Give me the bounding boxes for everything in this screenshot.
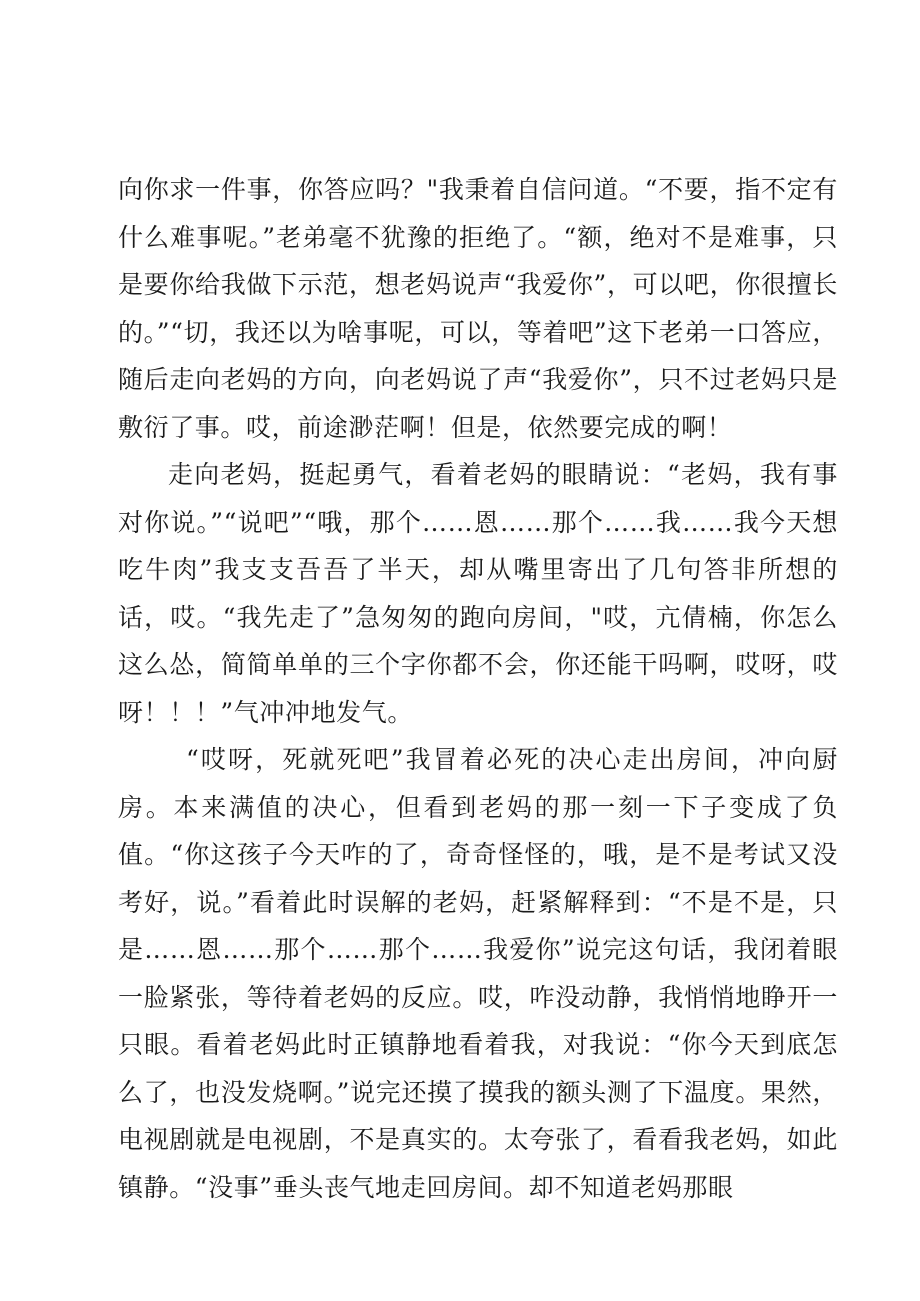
paragraph-1: 向你求一件事，你答应吗？"我秉着自信问道。“不要，指不定有什么难事呢。”老弟毫不犹豫的拒绝了。“额，绝对不是难事，只是要你给我做下示范，想老妈说声“我爱你”，可以吧，你很擅长的。”“切，我还以为啥事呢，可以，等着吧”这下老弟一口答应，随后走向老妈的方向，向老妈说了声“我爱你”，只不过老妈只是敷衍了事。哎，前途渺茫啊！但是，依然要完成的啊！ <box>118 175 838 442</box>
paragraph-2: 走向老妈，挺起勇气，看着老妈的眼睛说：“老妈，我有事对你说。”“说吧”“哦，那个……恩……那个……我……我今天想吃牛肉”我支支吾吾了半天，却从嘴里寄出了几句答非所想的话，哎。“我先走了”急匆匆的跑向房间，"哎，亢倩楠，你怎么这么怂，简简单单的三个字你都不会，你还能干吗啊，哎呀，哎呀！！！”气冲冲地发气。 <box>118 460 838 727</box>
paragraph-3: “哎呀，死就死吧”我冒着必死的决心走出房间，冲向厨房。本来满值的决心，但看到老妈的那一刻一下子变成了负值。“你这孩子今天咋的了，奇奇怪怪的，哦，是不是考试又没考好，说。”看着此时误解的老妈，赶紧解释到：“不是不是，只是……恩……那个……那个……我爱你”说完这句话，我闭着眼一脸紧张，等待着老妈的反应。哎，咋没动静，我悄悄地睁开一只眼。看着老妈此时正镇静地看着我，对我说：“你今天到底怎么了，也没发烧啊。”说完还摸了摸我的额头测了下温度。果然，电视剧就是电视剧，不是真实的。太夸张了，看看我老妈，如此镇静。“没事”垂头丧气地走回房间。却不知道老妈那眼 <box>118 745 838 1202</box>
body-text <box>118 166 838 1211</box>
